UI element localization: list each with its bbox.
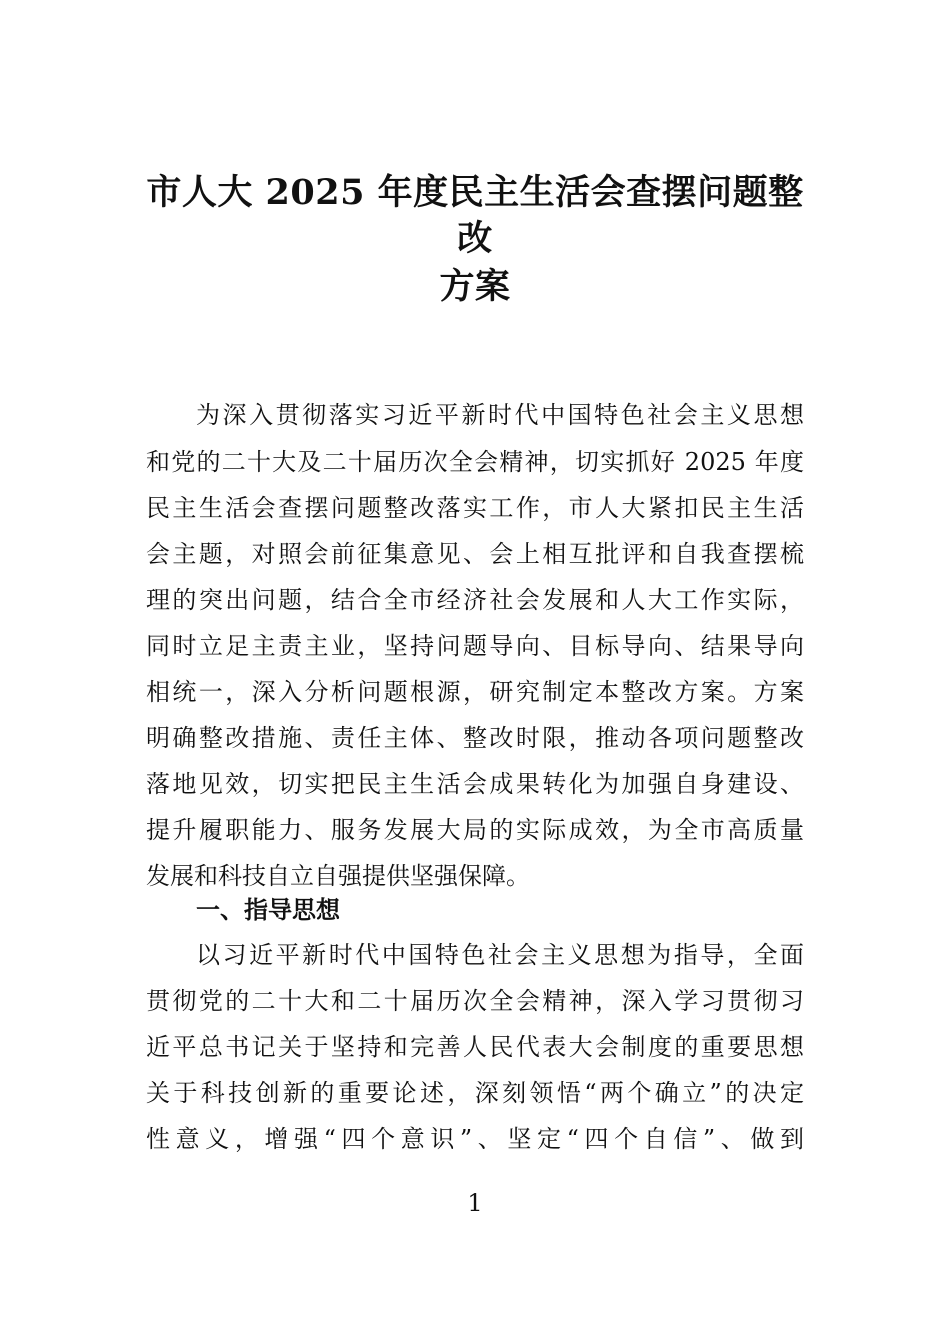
- intro-line: 会主题，对照会前征集意见、会上相互批评和自我查摆梳: [146, 540, 804, 568]
- intro-line: 发展和科技自立自强提供坚强保障。: [146, 862, 530, 890]
- intro-line: 提升履职能力、服务发展大局的实际成效，为全市高质量: [146, 816, 804, 844]
- intro-line: 明确整改措施、责任主体、整改时限，推动各项问题整改: [146, 724, 804, 752]
- intro-line: 相统一，深入分析问题根源，研究制定本整改方案。方案: [146, 678, 804, 706]
- document-title-line-1: 市人大 2025 年度民主生活会查摆问题整改: [146, 172, 804, 259]
- section-1-line: 性意义，增强“四个意识”、坚定“四个自信”、做到: [146, 1125, 804, 1153]
- section-1-line: 关于科技创新的重要论述，深刻领悟“两个确立”的决定: [146, 1079, 804, 1107]
- page-number: 1: [467, 1189, 483, 1217]
- intro-line: 落地见效，切实把民主生活会成果转化为加强自身建设、: [146, 770, 804, 798]
- section-1-line: 以习近平新时代中国特色社会主义思想为指导，全面: [196, 941, 804, 969]
- intro-line: 理的突出问题，结合全市经济社会发展和人大工作实际，: [146, 586, 804, 614]
- intro-line: 民主生活会查摆问题整改落实工作，市人大紧扣民主生活: [146, 494, 804, 522]
- section-1-line: 贯彻党的二十大和二十届历次全会精神，深入学习贯彻习: [146, 987, 804, 1015]
- intro-line: 为深入贯彻落实习近平新时代中国特色社会主义思想: [196, 401, 804, 429]
- intro-line: 和党的二十大及二十届历次全会精神，切实抓好 2025 年度: [146, 448, 804, 476]
- section-1-line: 近平总书记关于坚持和完善人民代表大会制度的重要思想: [146, 1033, 804, 1061]
- section-heading-guiding-ideology: 一、指导思想: [196, 896, 340, 924]
- intro-line: 同时立足主责主业，坚持问题导向、目标导向、结果导向: [146, 632, 804, 660]
- document-title-line-2: 方案: [439, 266, 511, 307]
